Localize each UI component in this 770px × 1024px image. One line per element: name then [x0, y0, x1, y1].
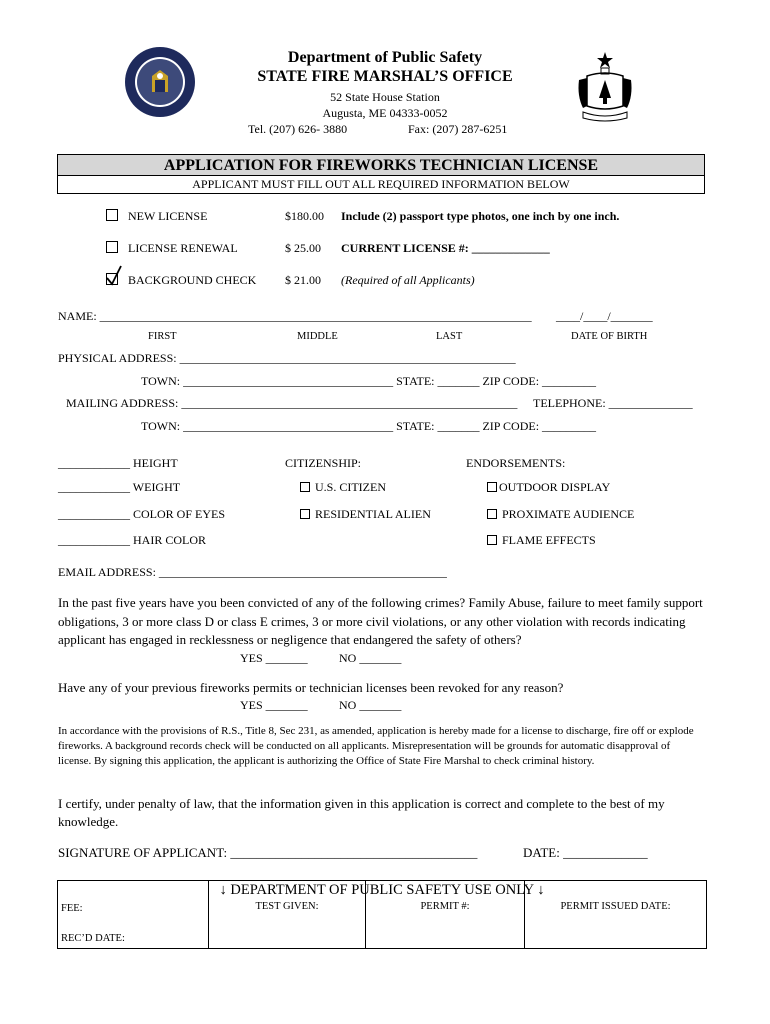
new-license-note: Include (2) passport type photos, one inch by one inch.: [341, 209, 620, 223]
eye-color-field[interactable]: ____________ COLOR OF EYES: [58, 507, 226, 521]
revocation-no-field[interactable]: NO _______: [339, 698, 402, 712]
telephone-number: Tel. (207) 626- 3880: [248, 122, 348, 136]
weight-field[interactable]: ____________ WEIGHT: [58, 480, 181, 494]
received-date-label: REC’D DATE:: [61, 933, 125, 944]
license-renewal-note: CURRENT LICENSE #: _____________: [341, 241, 550, 255]
test-given-label: TEST GIVEN:: [255, 901, 319, 912]
revocation-yes-field[interactable]: YES _______: [240, 698, 308, 712]
revocation-question: Have any of your previous fireworks permits or technician licenses been revoked for any reason?: [58, 680, 564, 695]
residential-alien-option[interactable]: [300, 507, 431, 522]
city-address: Augusta, ME 04333-0052: [322, 106, 448, 120]
outdoor-display-label: OUTDOOR DISPLAY: [499, 480, 611, 494]
fax-number: Fax: (207) 287-6251: [408, 122, 508, 136]
date-of-birth-caption: DATE OF BIRTH: [571, 331, 648, 342]
permit-number-label: PERMIT #:: [420, 901, 470, 912]
date-of-birth-field[interactable]: ____/____/_______: [556, 309, 653, 323]
name-field[interactable]: NAME: ________________________________________________________________________: [58, 309, 532, 323]
proximate-audience-option[interactable]: [487, 507, 634, 522]
us-citizen-checkbox[interactable]: [300, 482, 310, 492]
new-license-fee: $180.00: [285, 209, 324, 223]
permit-issued-date-cell: [525, 881, 707, 949]
conviction-no-field[interactable]: NO _______: [339, 651, 402, 665]
form-instruction: APPLICANT MUST FILL OUT ALL REQUIRED INFORMATION BELOW: [192, 177, 570, 191]
endorsements-heading: ENDORSEMENTS:: [466, 456, 566, 470]
applicant-signature-field[interactable]: SIGNATURE OF APPLICANT: ______________________________________: [58, 845, 478, 860]
department-name: Department of Public Safety: [287, 49, 483, 66]
email-address-field[interactable]: EMAIL ADDRESS: ________________________________________________: [58, 565, 447, 579]
new-license-label: NEW LICENSE: [128, 209, 208, 223]
license-renewal-fee: $ 25.00: [285, 241, 321, 255]
physical-address-field[interactable]: PHYSICAL ADDRESS: ________________________________________________________: [58, 351, 516, 365]
conviction-question: In the past five years have you been convicted of any of the following crimes? Family Abuse, failure to meet family support obligations, 3 or more class D or class E crimes, 3 or more civil violations, or any other violation with records indicating applicant has engaged in recklessness or negligence that endangered the safety of others?: [58, 595, 703, 647]
fee-cell: [58, 881, 209, 949]
office-use-table: [57, 880, 707, 949]
us-citizen-option[interactable]: [300, 480, 386, 495]
height-field[interactable]: ____________ HEIGHT: [58, 456, 178, 470]
background-check-fee: $ 21.00: [285, 273, 321, 287]
background-check-label: BACKGROUND CHECK: [128, 273, 257, 287]
street-address: 52 State House Station: [330, 90, 440, 104]
checkmark-icon: [104, 264, 124, 286]
telephone-field[interactable]: TELEPHONE: ______________: [533, 396, 693, 410]
signature-date-field[interactable]: DATE: _____________: [523, 845, 648, 860]
flame-effects-label: FLAME EFFECTS: [502, 533, 596, 547]
fee-label: FEE:: [61, 903, 83, 914]
proximate-audience-checkbox[interactable]: [487, 509, 497, 519]
license-renewal-label: LICENSE RENEWAL: [128, 241, 238, 255]
middle-name-caption: MIDDLE: [297, 331, 338, 342]
background-check-note: (Required of all Applicants): [341, 273, 475, 287]
new-license-checkbox[interactable]: [106, 209, 118, 221]
office-name: STATE FIRE MARSHAL’S OFFICE: [257, 68, 513, 85]
permit-number-cell: [366, 881, 525, 949]
residential-alien-checkbox[interactable]: [300, 509, 310, 519]
legal-authorization-text: In accordance with the provisions of R.S., Title 8, Sec 231, as amended, application is hereby made for a license to discharge, fire off or explode fireworks. A background records check will be conducted on all applicants. Misrepresentation will be grounds for automatic disapproval of license. By signing this application, the applicant is authorizing the Office of State Fire Marshal to check criminal history.: [58, 725, 694, 767]
outdoor-display-checkbox[interactable]: [487, 482, 497, 492]
physical-town-state-zip-field[interactable]: TOWN: ___________________________________ STATE: _______ ZIP CODE: _________: [141, 374, 597, 388]
certification-statement: I certify, under penalty of law, that the information given in this application is correct and complete to the best of my knowledge.: [58, 796, 665, 829]
license-renewal-checkbox[interactable]: [106, 241, 118, 253]
mailing-town-state-zip-field[interactable]: TOWN: ___________________________________ STATE: _______ ZIP CODE: _________: [141, 419, 597, 433]
title-banner: [57, 154, 705, 176]
office-use-heading: ↓ DEPARTMENT OF PUBLIC SAFETY USE ONLY ↓: [219, 882, 545, 898]
instruction-banner: [57, 176, 705, 194]
mailing-address-field[interactable]: MAILING ADDRESS: ________________________________________________________: [66, 396, 518, 410]
permit-issued-date-label: PERMIT ISSUED DATE:: [560, 901, 671, 912]
flame-effects-option[interactable]: [487, 533, 596, 548]
last-name-caption: LAST: [436, 331, 463, 342]
outdoor-display-option[interactable]: [487, 480, 610, 495]
form-title: APPLICATION FOR FIREWORKS TECHNICIAN LICENSE: [163, 157, 599, 174]
flame-effects-checkbox[interactable]: [487, 535, 497, 545]
proximate-audience-label: PROXIMATE AUDIENCE: [502, 507, 635, 521]
first-name-caption: FIRST: [148, 331, 177, 342]
citizenship-heading: CITIZENSHIP:: [285, 456, 361, 470]
residential-alien-label: RESIDENTIAL ALIEN: [315, 507, 431, 521]
conviction-yes-field[interactable]: YES _______: [240, 651, 308, 665]
us-citizen-label: U.S. CITIZEN: [315, 480, 386, 494]
hair-color-field[interactable]: ____________ HAIR COLOR: [58, 533, 207, 547]
test-given-cell: [209, 881, 366, 949]
